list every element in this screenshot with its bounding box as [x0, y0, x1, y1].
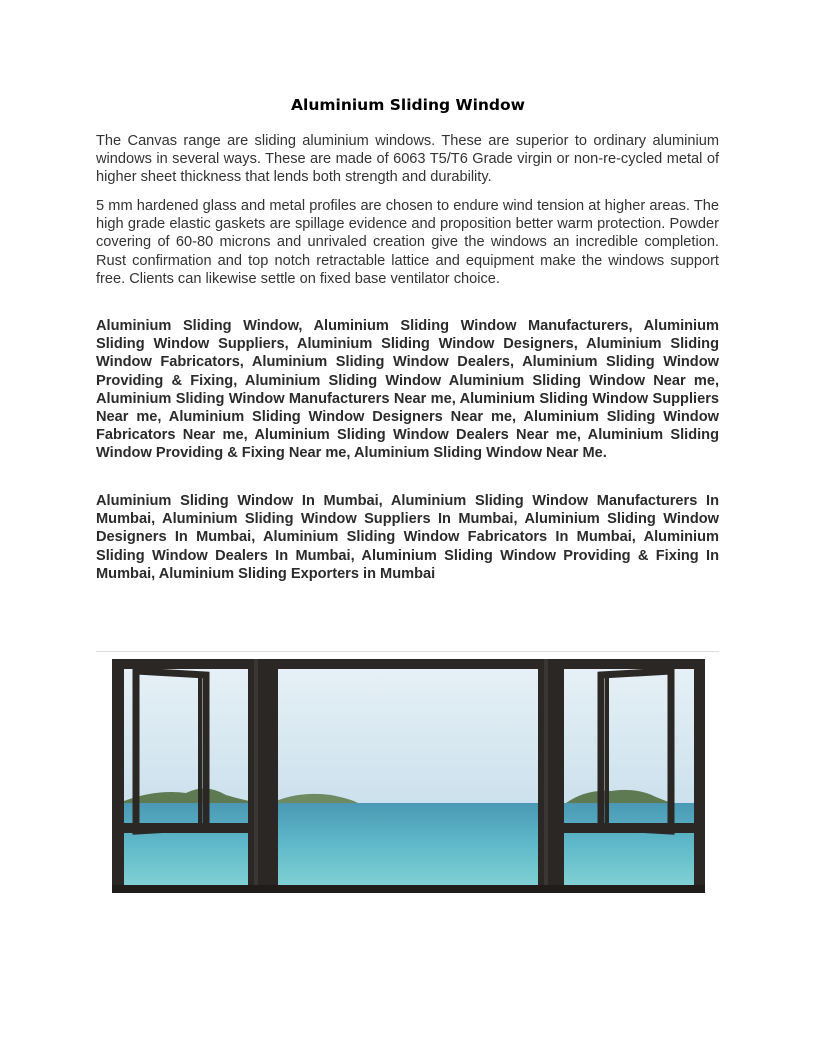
intro-paragraph: The Canvas range are sliding aluminium windows. These are superior to ordinary aluminium windows in several ways. These are made of 6063 T5/T6 Grade virgin or non-re-cycled metal of higher sheet thickness that lends both strength and durability. — [96, 133, 719, 186]
keywords-mumbai-paragraph: Aluminium Sliding Window In Mumbai, Aluminium Sliding Window Manufacturers In Mumbai, Aluminium Sliding Window Suppliers In Mumbai, Aluminium Sliding Window Designers In Mumbai, Aluminium Sliding Window Fabricators In Mumbai, Aluminium Sliding Window Dealers In Mumbai, Aluminium Sliding Window Providing & Fixing In Mumbai, Aluminium Sliding Exporters in Mumbai — [96, 493, 719, 582]
page-title: Aluminium Sliding Window — [291, 96, 525, 114]
window-illustration — [96, 651, 719, 901]
features-paragraph: 5 mm hardened glass and metal profiles are chosen to endure wind tension at higher areas. The high grade elastic gaskets are spillage evidence and proposition better warm protection. Powder covering of 60-80 microns and unrivaled creation give the windows an incredible completion. Rust confirmation and top notch retractable lattice and equipment make the windows support free. Clients can likewise settle on fixed base ventilator choice. — [96, 198, 719, 287]
window-product-photo — [96, 651, 719, 901]
keywords-near-me-paragraph: Aluminium Sliding Window, Aluminium Sliding Window Manufacturers, Aluminium Sliding Window Suppliers, Aluminium Sliding Window Designers, Aluminium Sliding Window Fabricators, Aluminium Sliding Window Dealers, Aluminium Sliding Window Providing & Fixing, Aluminium Sliding Window Aluminium Sliding Window Near me, Aluminium Sliding Window Manufacturers Near me, Aluminium Sliding Window Suppliers Near me, Aluminium Sliding Window Designers Near me, Aluminium Sliding Window Fabricators Near me, Aluminium Sliding Window Dealers Near me, Aluminium Sliding Window Providing & Fixing Near me, Aluminium Sliding Window Near Me. — [96, 318, 719, 462]
